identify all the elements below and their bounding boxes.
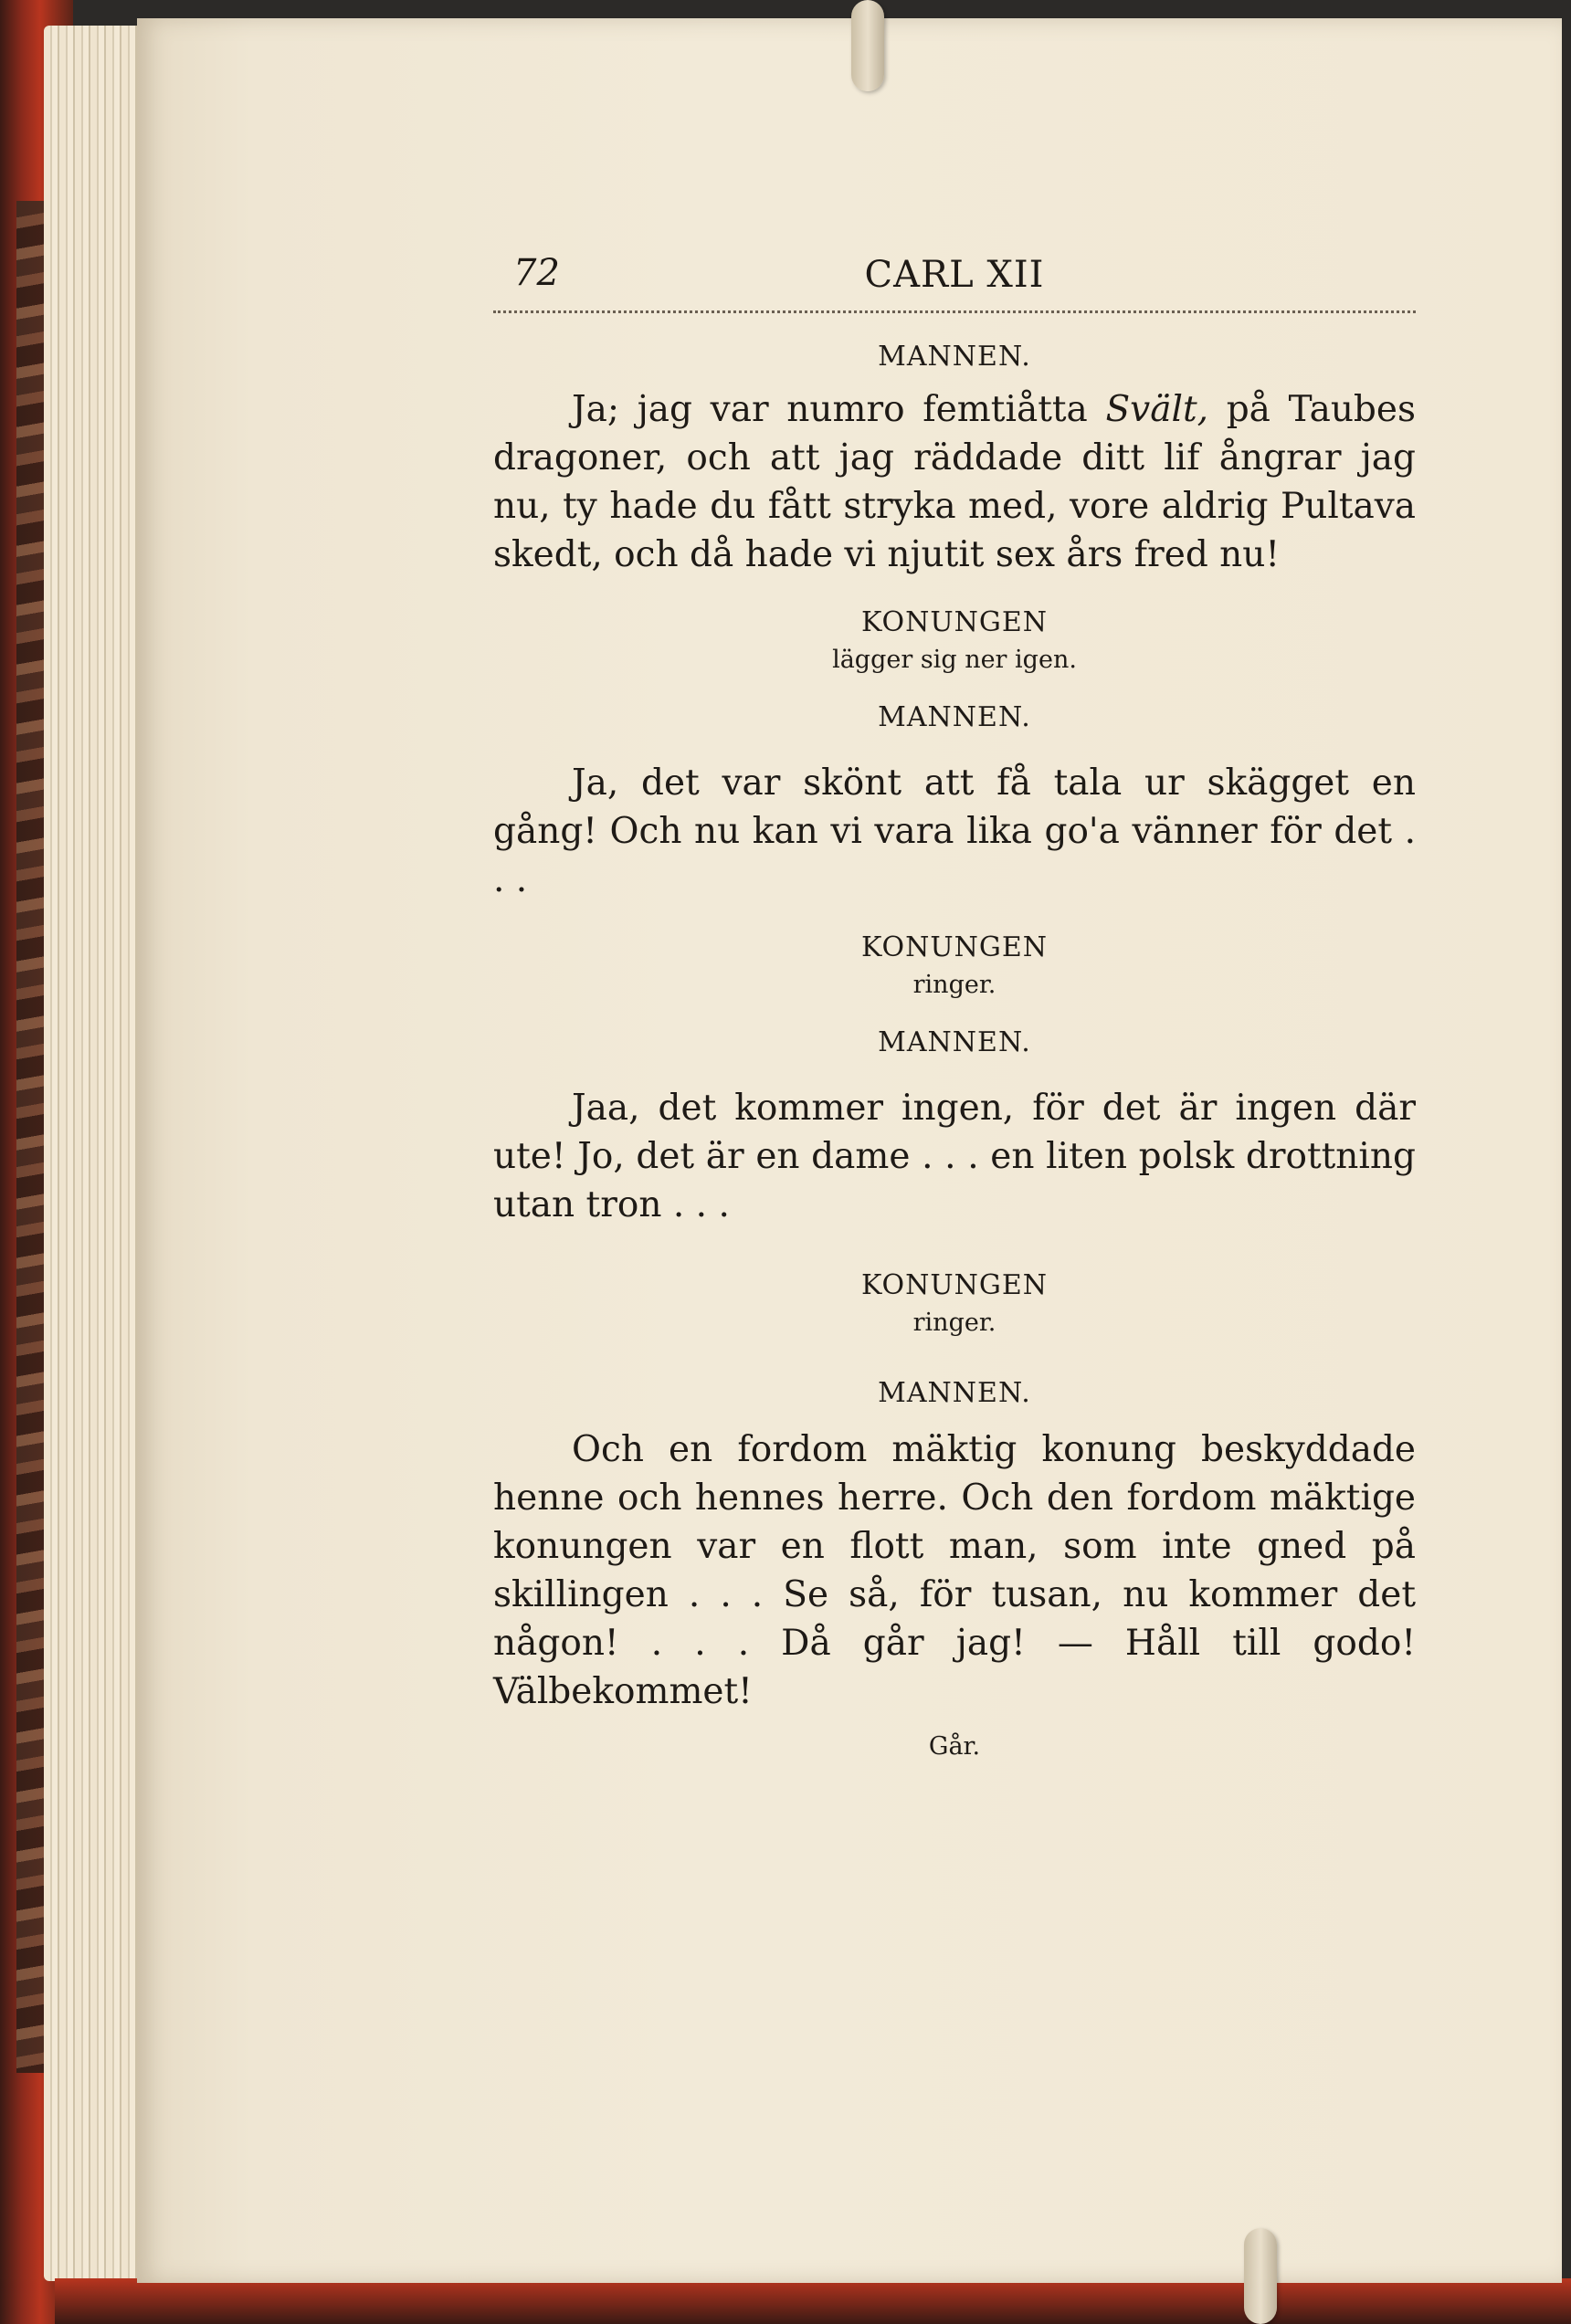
bookmark-ribbon-bottom — [1244, 2228, 1277, 2324]
speech-text: Ja; jag var numro femtiåtta — [572, 389, 1106, 430]
marbled-endpaper — [16, 201, 44, 2073]
speaker-heading: MANNEN. — [878, 1026, 1031, 1058]
speech-italic-text: Svält, — [1105, 389, 1209, 430]
speaker-heading: KONUNGEN — [860, 1269, 1049, 1301]
bookmark-ribbon-top — [851, 0, 884, 91]
page-header — [493, 247, 1416, 313]
speaker-heading: KONUNGEN — [860, 606, 1049, 638]
speech-paragraph — [493, 385, 1416, 579]
cover-bottom-edge — [55, 2278, 1571, 2324]
page-number: 72 — [513, 252, 560, 294]
page-text — [493, 247, 1416, 1761]
speech-text: på Taubes dragoner, och att jag räddade ditt lif ångrar jag nu, ty hade du fått stryka med, vore aldrig Pultava skedt, och då hade vi njutit sex års fred nu! — [493, 389, 1416, 575]
running-title: CARL XII — [864, 254, 1045, 296]
stage-direction: ringer. — [912, 971, 996, 999]
speech-paragraph: Och en fordom mäktig konung beskyddade henne och hennes herre. Och den fordom mäktige konungen var en flott man, som inte gned på skillingen . . . Se så, för tusan, nu kommer det någon! . . . Då går jag! — Håll till godo! Välbekommet! — [493, 1429, 1416, 1712]
speaker-heading: MANNEN. — [878, 341, 1031, 373]
speech-paragraph: Jaa, det kommer ingen, för det är ingen där ute! Jo, det är en dame . . . en liten polsk drottning utan tron . . . — [493, 1088, 1416, 1225]
speaker-heading: MANNEN. — [878, 701, 1031, 733]
speaker-heading: KONUNGEN — [860, 931, 1049, 963]
speech-paragraph: Ja, det var skönt att få tala ur skägget en gång! Och nu kan vi vara lika go'a vänner för det . . . — [493, 762, 1416, 900]
stage-direction: Går. — [928, 1732, 981, 1761]
stage-direction: lägger sig ner igen. — [832, 646, 1077, 674]
speaker-heading: MANNEN. — [878, 1377, 1031, 1409]
stage-direction: ringer. — [912, 1309, 996, 1337]
